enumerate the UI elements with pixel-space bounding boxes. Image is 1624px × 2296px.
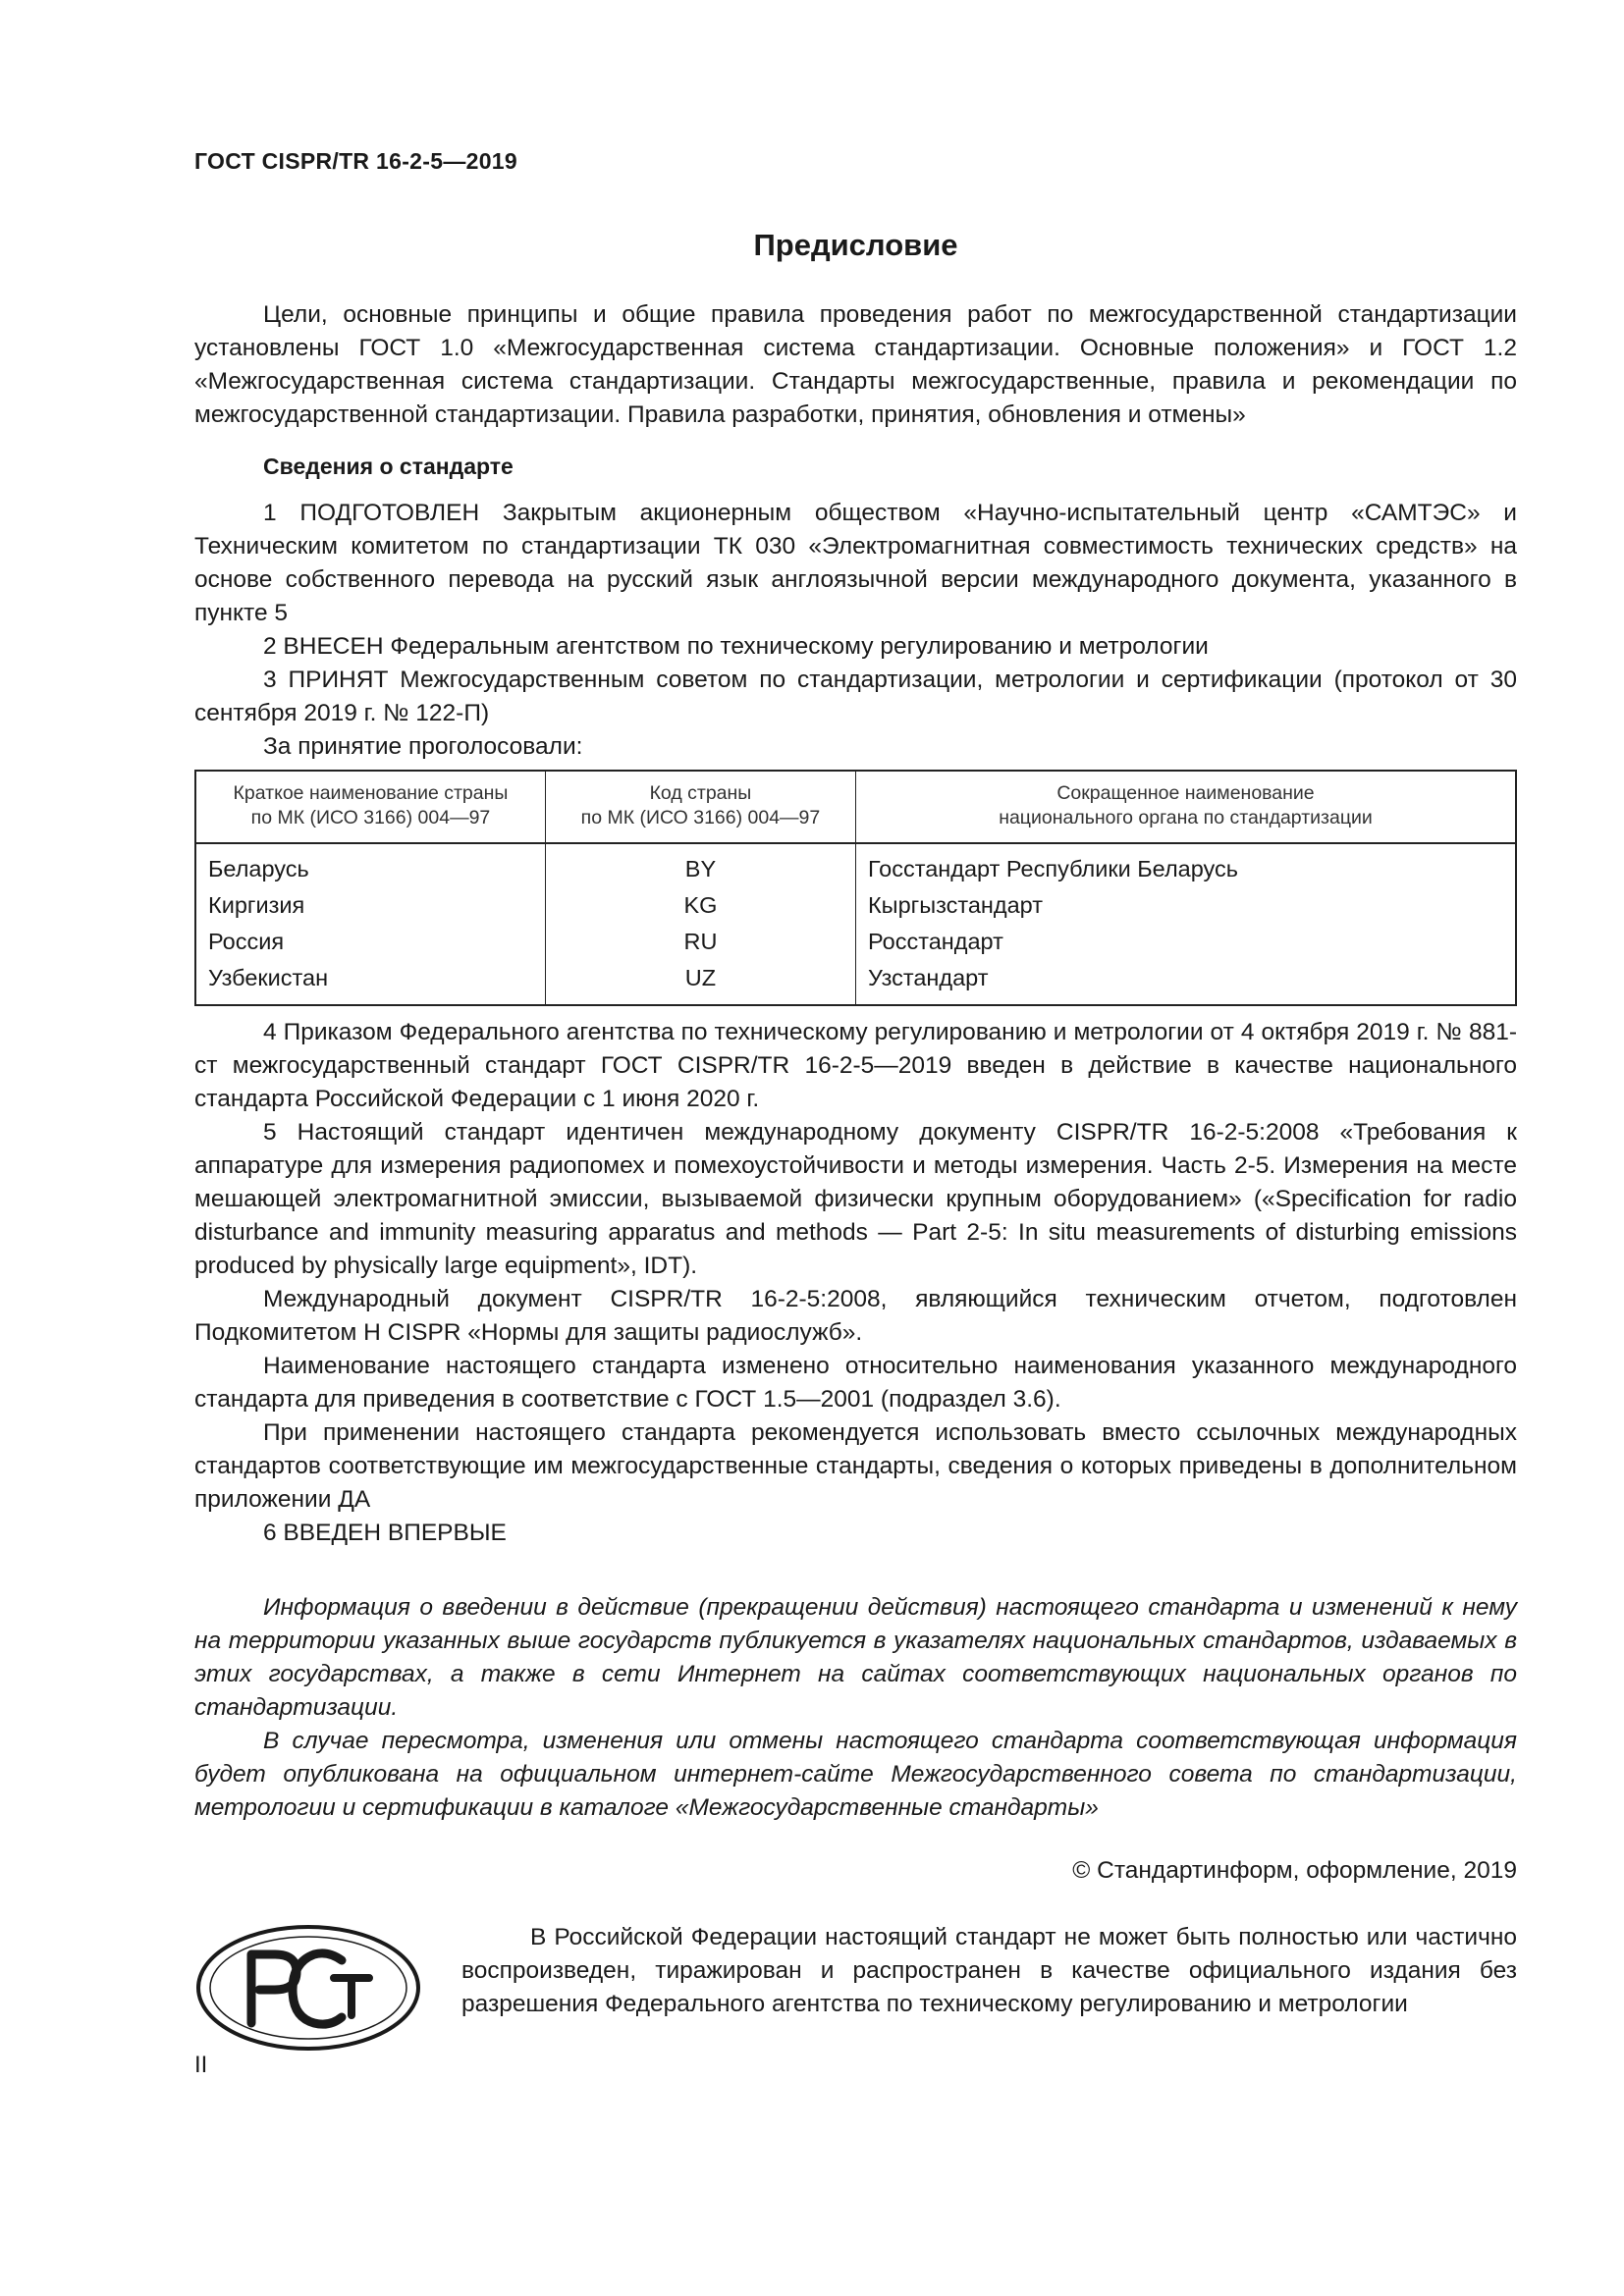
item-5: 5 Настоящий стандарт идентичен международному документу CISPR/TR 16-2-5:2008 «Требования к аппаратуре для измерения радиопомех и помехоустойчивости и методы измерения. Часть 2-5. Измерения на месте мешающей электромагнитной эмиссии, вызываемой физически крупным оборудованием» («Specification for radio disturbance and immunity measuring apparatus and methods — Part 2-5: In situ measurements of disturbing emissions produced by physically large equipment», IDT).	[194, 1119, 1517, 1279]
table-row	[195, 843, 1516, 886]
item-5-note-b: Наименование настоящего стандарта изменено относительно наименования указанного международного стандарта для приведения в соответствие с ГОСТ 1.5—2001 (подраздел 3.6).	[194, 1353, 1517, 1413]
cell-country: Узбекистан	[195, 959, 545, 1005]
cell-country: Киргизия	[195, 886, 545, 923]
rst-conformity-mark-icon	[194, 1921, 422, 2055]
cell-body: Росстандарт	[867, 929, 1003, 954]
copyright-line: © Стандартинформ, оформление, 2019	[1072, 1857, 1517, 1884]
italic-paragraph-1: Информация о введении в действие (прекращении действия) настоящего стандарта и изменений к нему на территории указанных выше государств публикуется в указателях национальных стандартов, издаваемых в этих государствах, а также в сети Интернет на сайтах соответствующих национальных органов по стандартизации.	[194, 1594, 1517, 1721]
item-2: 2 ВНЕСЕН Федеральным агентством по техническому регулированию и метрологии	[263, 633, 1209, 660]
item-4: 4 Приказом Федерального агентства по техническому регулированию и метрологии от 4 октября 2019 г. № 881-ст межгосударственный стандарт ГОСТ CISPR/TR 16-2-5—2019 введен в действие в качестве национального стандарта Российской Федерации с 1 июня 2020 г.	[194, 1019, 1517, 1112]
document-header: ГОСТ CISPR/TR 16-2-5—2019	[194, 148, 517, 174]
cell-country: Беларусь	[195, 843, 545, 886]
page-title: Предисловие	[753, 228, 958, 262]
page-number: II	[194, 2052, 208, 2078]
header-code: Код страны по МК (ИСО 3166) 004—97	[545, 771, 855, 843]
table-row	[195, 886, 1516, 923]
item-1: 1 ПОДГОТОВЛЕН Закрытым акционерным обществом «Научно-испытательный центр «САМТЭС» и Техническим комитетом по стандартизации ТК 030 «Электромагнитная совместимость технических средств» на основе собственного перевода на русский язык англоязычной версии международного документа, указанного в пункте 5	[194, 500, 1517, 626]
cell-body: Кыргызстандарт	[867, 892, 1044, 918]
cell-body: Узстандарт	[867, 965, 989, 990]
header-country: Краткое наименование страны по МК (ИСО 3166) 004—97	[195, 771, 545, 843]
cell-country: Россия	[195, 923, 545, 959]
cell-body: Госстандарт Республики Беларусь	[867, 856, 1239, 881]
document-page	[194, 147, 1517, 2055]
table-header-row	[195, 771, 1516, 843]
item-3: 3 ПРИНЯТ Межгосударственным советом по стандартизации, метрологии и сертификации (протокол от 30 сентября 2019 г. № 122-П)	[194, 667, 1517, 726]
header-body: Сокращенное наименование национального органа по стандартизации	[855, 771, 1516, 843]
italic-paragraph-2: В случае пересмотра, изменения или отмены настоящего стандарта соответствующая информация будет опубликована на официальном интернет-сайте Межгосударственного совета по стандартизации, метрологии и сертификации в каталоге «Межгосударственные стандарты»	[194, 1728, 1517, 1821]
italic-notice	[194, 1591, 1517, 1825]
table-row	[195, 923, 1516, 959]
table-row	[195, 959, 1516, 1005]
voted-label: За принятие проголосовали:	[263, 733, 583, 760]
item-6: 6 ВВЕДЕН ВПЕРВЫЕ	[263, 1520, 507, 1546]
reproduction-notice: В Российской Федерации настоящий стандарт не может быть полностью или частично воспроизведен, тиражирован и распространен в качестве официального издания без разрешения Федерального агентства по техническому регулированию и метрологии	[461, 1924, 1517, 2017]
info-heading: Сведения о стандарте	[263, 454, 514, 479]
item-5-note-a: Международный документ CISPR/TR 16-2-5:2008, являющийся техническим отчетом, подготовлен Подкомитетом H CISPR «Нормы для защиты радиослужб».	[194, 1286, 1517, 1346]
cell-code: UZ	[545, 959, 855, 1005]
intro-paragraph: Цели, основные принципы и общие правила проведения работ по межгосударственной стандартизации установлены ГОСТ 1.0 «Межгосударственная система стандартизации. Основные положения» и ГОСТ 1.2 «Межгосударственная система стандартизации. Стандарты межгосударственные, правила и рекомендации по межгосударственной стандартизации. Правила разработки, принятия, обновления и отмены»	[194, 301, 1517, 428]
voting-table	[194, 770, 1517, 1006]
cell-code: RU	[545, 923, 855, 959]
cell-code: BY	[545, 843, 855, 886]
footer-block	[194, 1921, 1517, 2055]
cell-code: KG	[545, 886, 855, 923]
item-5-note-c: При применении настоящего стандарта рекомендуется использовать вместо ссылочных международных стандартов соответствующие им межгосударственные стандарты, сведения о которых приведены в дополнительном приложении ДА	[194, 1419, 1517, 1513]
